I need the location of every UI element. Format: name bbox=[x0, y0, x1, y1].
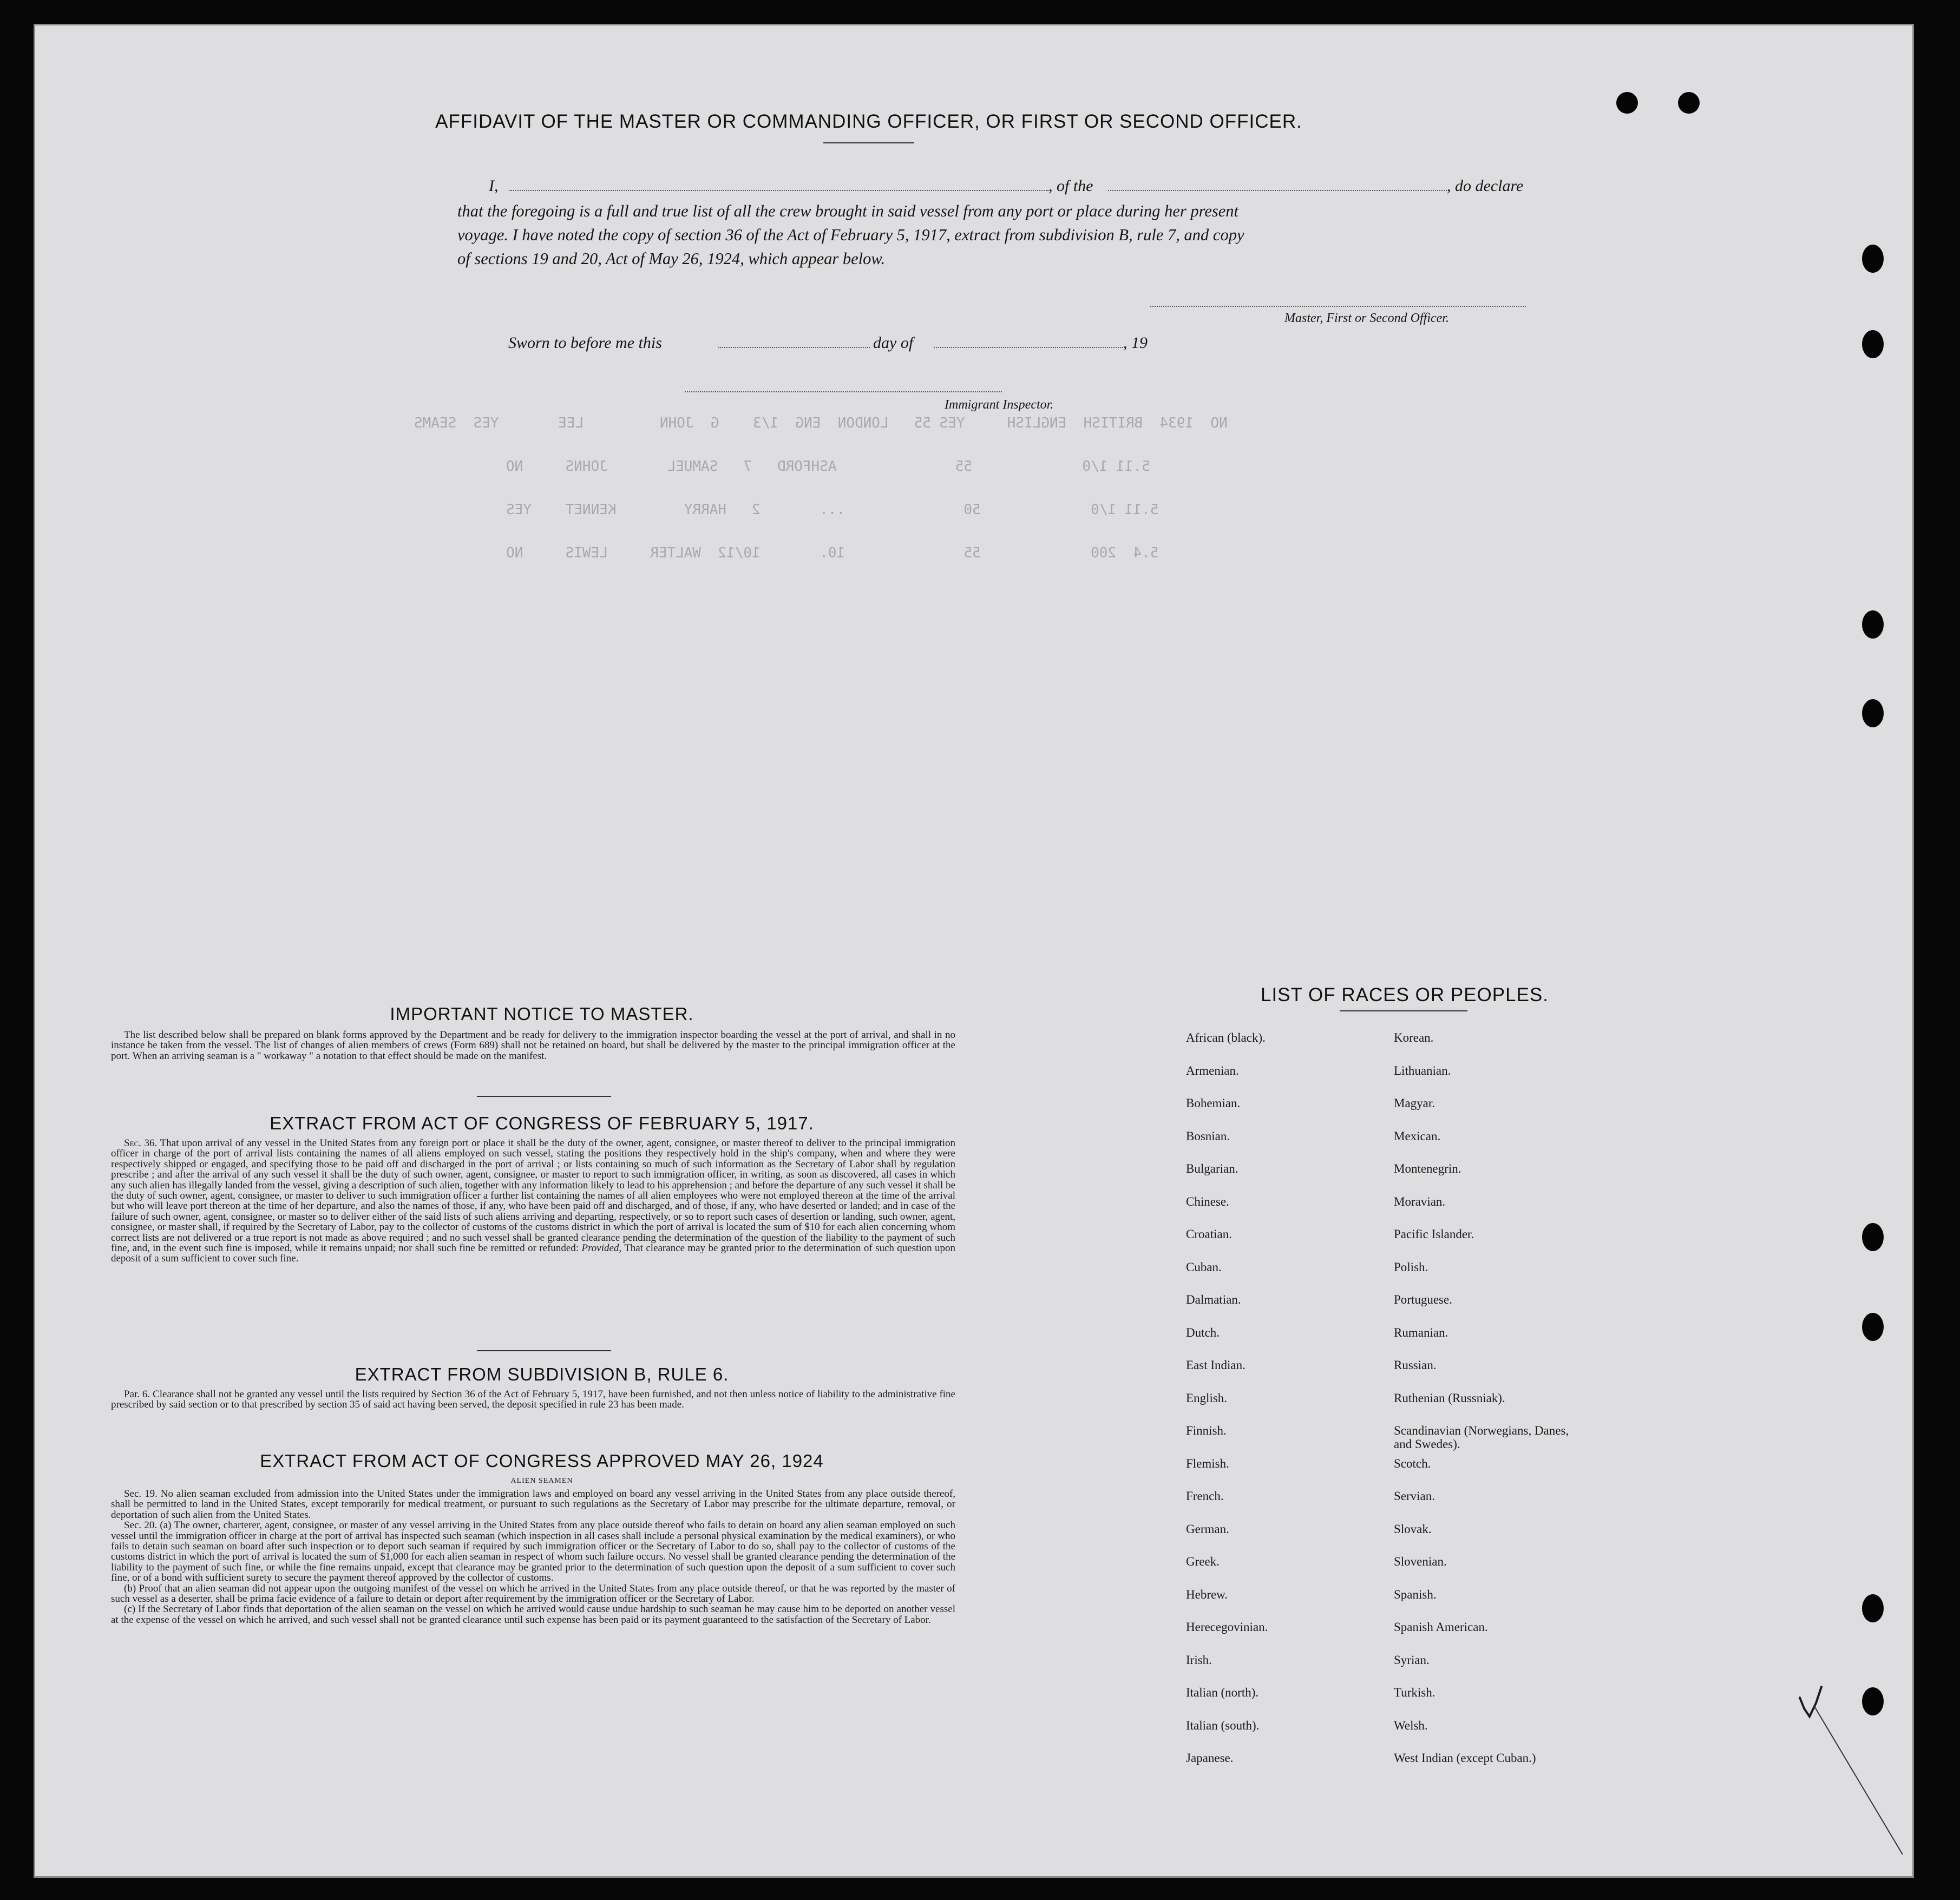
race-item: Korean. bbox=[1394, 1031, 1434, 1044]
race-item: Italian (north). bbox=[1186, 1686, 1259, 1699]
race-item: East Indian. bbox=[1186, 1358, 1246, 1372]
title-rule bbox=[823, 142, 914, 143]
punch-hole bbox=[1616, 92, 1638, 114]
race-item: Croatian. bbox=[1186, 1227, 1232, 1241]
race-item: Italian (south). bbox=[1186, 1718, 1260, 1732]
race-item: Finnish. bbox=[1186, 1424, 1227, 1437]
race-item: Herecegovinian. bbox=[1186, 1620, 1268, 1634]
master-signature-line[interactable] bbox=[1150, 306, 1526, 307]
punch-hole bbox=[1862, 245, 1884, 273]
race-item: Russian. bbox=[1394, 1358, 1437, 1372]
race-item: Cuban. bbox=[1186, 1260, 1222, 1274]
race-item: African (black). bbox=[1186, 1031, 1266, 1044]
race-item: Polish. bbox=[1394, 1260, 1428, 1274]
declaration-i-label: I, bbox=[489, 177, 499, 195]
punch-hole bbox=[1862, 1223, 1884, 1251]
affidavit-title: AFFIDAVIT OF THE MASTER OR COMMANDING OFFICER, OR FIRST OR SECOND OFFICER. bbox=[435, 111, 1302, 132]
race-item: Scotch. bbox=[1394, 1456, 1431, 1470]
bleed-through-row-2: 5.11 1/0 55 ASHFORD 7 SAMUEL JOHNS NO bbox=[506, 458, 1150, 475]
inspector-signature-label: Immigrant Inspector. bbox=[945, 398, 1054, 412]
notice-title: IMPORTANT NOTICE TO MASTER. bbox=[390, 1004, 694, 1024]
extract-1924-text bbox=[111, 1489, 955, 1625]
section-19-paragraph: Sec. 19. No alien seaman excluded from admission into the United States under the immigration laws and employed on board any vessel arriving in the United States from any place outside thereof, shall be permitted to land in the United States, except temporarily for medical treatment, or pursuant to such regulations as the Secretary of Labor may prescribe for the ultimate departure, removal, or deportation of such alien from the United States. bbox=[111, 1488, 955, 1521]
race-item: Spanish American. bbox=[1394, 1620, 1488, 1634]
declaration-do-declare: , do declare bbox=[1447, 177, 1524, 195]
race-item: Slovenian. bbox=[1394, 1555, 1447, 1568]
race-item: Moravian. bbox=[1394, 1194, 1446, 1208]
section-36-tail: That clearance may be granted prior to the determination of such question upon deposit of a sum sufficient to cover such fine. bbox=[111, 1242, 955, 1265]
race-item: Magyar. bbox=[1394, 1096, 1435, 1110]
race-item: German. bbox=[1186, 1522, 1229, 1536]
races-title-rule bbox=[1340, 1010, 1467, 1011]
race-item: Bohemian. bbox=[1186, 1096, 1241, 1110]
race-item: Servian. bbox=[1394, 1489, 1435, 1503]
bleed-through-row-3: 5.11 1/0 50 ... 2 HARRY KENNET YES bbox=[506, 502, 1159, 518]
declaration-line-3: voyage. I have noted the copy of section 36 of the Act of February 5, 1917, extract from subdivision B, rule 7, and copy bbox=[457, 226, 1244, 244]
race-item: Flemish. bbox=[1186, 1456, 1229, 1470]
declaration-line-2: that the foregoing is a full and true list of all the crew brought in said vessel from any port or place during her present bbox=[457, 202, 1239, 220]
race-item: Armenian. bbox=[1186, 1063, 1239, 1077]
section-divider-2 bbox=[477, 1350, 611, 1351]
sworn-label: Sworn to before me this bbox=[508, 334, 662, 352]
alien-seamen-subtitle: ALIEN SEAMEN bbox=[510, 1477, 573, 1485]
race-item: Montenegrin. bbox=[1394, 1162, 1461, 1175]
race-item: Hebrew. bbox=[1186, 1587, 1228, 1601]
notice-text bbox=[111, 1030, 955, 1061]
officer-name-field[interactable] bbox=[509, 190, 1048, 191]
section-divider-1 bbox=[477, 1096, 611, 1097]
race-item: Irish. bbox=[1186, 1653, 1212, 1667]
extract-1917-text bbox=[111, 1138, 955, 1264]
extract-1924-title: EXTRACT FROM ACT OF CONGRESS APPROVED MAY 26, 1924 bbox=[260, 1451, 824, 1471]
year-label: , 19 bbox=[1123, 334, 1148, 352]
race-item: Welsh. bbox=[1394, 1718, 1428, 1732]
race-item: Ruthenian (Russniak). bbox=[1394, 1391, 1505, 1405]
provided-label: Provided, bbox=[581, 1242, 622, 1254]
extract-1917-title: EXTRACT FROM ACT OF CONGRESS OF FEBRUARY 5, 1917. bbox=[270, 1113, 814, 1133]
subdivision-text bbox=[111, 1389, 955, 1410]
section-20a-paragraph: Sec. 20. (a) The owner, charterer, agent, consignee, or master of any vessel arriving in the United States from any place outside thereof who fails to detain on board any alien seaman employed on such vessel until the immigration officer in charge at the port of arrival has inspected such seaman (which inspection in all cases shall include a personal physical examination by the medical examiners), or who fails to detain such seaman on board after such inspection or to deport such seaman if required by such immigration officer or the Secretary of Labor to do so, shall pay to the collector of customs of the customs district in which the port of arrival is located the sum of $1,000 for each alien seaman in respect of whom such failure occurs. No vessel shall be granted clearance pending the determination of the liability to the payment of such fine, or while the fine remains unpaid, except that clearance may be granted prior to the determination of such question upon the deposit of a sum sufficient to cover such fine, or of a bond with sufficient surety to secure the payment thereof approved by the collector of customs. bbox=[111, 1520, 955, 1584]
race-item: Lithuanian. bbox=[1394, 1063, 1451, 1077]
races-title: LIST OF RACES OR PEOPLES. bbox=[1260, 984, 1549, 1005]
race-item: English. bbox=[1186, 1391, 1228, 1405]
punch-hole bbox=[1862, 1594, 1884, 1622]
sworn-day-field[interactable] bbox=[718, 347, 870, 348]
punch-hole bbox=[1862, 699, 1884, 727]
notice-paragraph: The list described below shall be prepared on blank forms approved by the Department and be ready for delivery to the immigration inspector boarding the vessel at the port of arrival, and shall in no instance be taken from the vessel. The list of changes of alien members of crews (Form 689) shall not be retained on board, but shall be delivered by the master to the principal immigration officer at the port. When an arriving seaman is a " workaway " a notation to that effect should be made on the manifest. bbox=[111, 1029, 955, 1062]
race-item: Japanese. bbox=[1186, 1751, 1234, 1765]
subdivision-title: EXTRACT FROM SUBDIVISION B, RULE 6. bbox=[355, 1364, 729, 1384]
race-item: Portuguese. bbox=[1394, 1293, 1452, 1306]
race-item: Pacific Islander. bbox=[1394, 1227, 1474, 1241]
race-item: Greek. bbox=[1186, 1555, 1220, 1568]
race-item: Scandinavian (Norwegians, Danes, and Swedes). bbox=[1394, 1424, 1569, 1451]
subdivision-paragraph: Par. 6. Clearance shall not be granted any vessel until the lists required by Section 36 of the Act of February 5, 1917, have been furnished, and not then unless notice of liability to the administrative fine prescribed by said section or to that prescribed by section 35 of said act having been served, the deposit specified in rule 23 has been made. bbox=[111, 1389, 955, 1411]
punch-hole bbox=[1862, 330, 1884, 358]
race-item: Slovak. bbox=[1394, 1522, 1432, 1536]
bleed-through-row-4: 5.4 200 55 10. 10/12 WALTER LEWIS NO bbox=[506, 545, 1159, 561]
punch-hole bbox=[1862, 1687, 1884, 1715]
race-item: Syrian. bbox=[1394, 1653, 1430, 1667]
master-signature-label: Master, First or Second Officer. bbox=[1284, 311, 1449, 325]
declaration-line-4: of sections 19 and 20, Act of May 26, 1924, which appear below. bbox=[457, 249, 886, 268]
race-item: Bosnian. bbox=[1186, 1129, 1230, 1143]
punch-hole bbox=[1862, 1313, 1884, 1341]
race-item: Turkish. bbox=[1394, 1686, 1435, 1699]
race-item: Dutch. bbox=[1186, 1325, 1220, 1339]
race-item: West Indian (except Cuban.) bbox=[1394, 1751, 1536, 1765]
bleed-through-row-1: NO 1934 BRITISH ENGLISH YES 55 LONDON ENG 1/3 G JOHN LEE YES SEAMS bbox=[414, 415, 1228, 431]
punch-hole bbox=[1862, 610, 1884, 639]
race-item: Bulgarian. bbox=[1186, 1162, 1238, 1175]
section-20c-paragraph: (c) If the Secretary of Labor finds that deportation of the alien seaman on the vessel on which he arrived would cause undue hardship to such seaman he may cause him to be deported on another vessel at the expense of the vessel on which he arrived, and such vessel shall not be granted clearance until such expense has been paid or its payment guaranteed to the satisfaction of the Secretary of Labor. bbox=[111, 1603, 955, 1626]
race-item: Chinese. bbox=[1186, 1194, 1229, 1208]
race-item: Spanish. bbox=[1394, 1587, 1437, 1601]
race-item: Rumanian. bbox=[1394, 1325, 1448, 1339]
inspector-signature-line[interactable] bbox=[685, 391, 1002, 392]
day-of-label: day of bbox=[873, 334, 914, 352]
section-36-label: Sec. 36. bbox=[124, 1138, 158, 1149]
race-item: French. bbox=[1186, 1489, 1224, 1503]
vessel-name-field[interactable] bbox=[1108, 190, 1447, 191]
race-item: Dalmatian. bbox=[1186, 1293, 1241, 1306]
punch-hole bbox=[1678, 92, 1700, 114]
section-36-body: That upon arrival of any vessel in the United States from any foreign port or place it shall be the duty of the owner, agent, consignee, or master thereof to deliver to the principal immigration officer in charge of the port of arrival lists containing the names of all aliens employed on such vessel, stating the positions they respectively hold in the ship's company, when and where they were respectively shipped or engaged, and specifying those to be paid off and discharged in the port of arrival ; or lists containing so much of such information as the Secretary of Labor shall by regulation prescribe ; and after the arrival of any such vessel it shall be the duty of such owner, agent, consignee, or master to report to such immigration officer, in writing, as soon as discovered, all cases in which any such alien has illegally landed from the vessel, giving a description of such alien, together with any information likely to lead to his apprehension ; and before the departure of any such vessel it shall be the duty of such owner, agent, consignee, or master to deliver to such immigration officer a further list containing the names of all alien employees who were not employed thereon at the time of the arrival but who will leave port thereon at the time of her departure, and also the names of those, if any, who have been paid off and discharged, and of those, if any, who have deserted or landed; and in case of the failure of such owner, agent, consignee, or master so to deliver either of the said lists of such aliens arriving and departing, respectively, or so to report such cases of desertion or landing, such owner, agent, consignee, or master shall, if required by the Secretary of Labor, pay to the collector of customs of the customs district in which the port of arrival is located the sum of $10 for each alien concerning whom correct lists are not delivered or a true report is not made as above required ; and no such vessel shall be granted clearance pending the determination of the question of the liability to the payment of such fine, and, in the event such fine is imposed, while it remains unpaid; nor shall such fine be remitted or refunded: bbox=[111, 1138, 955, 1254]
declaration-of-the: , of the bbox=[1048, 177, 1093, 195]
sworn-month-field[interactable] bbox=[934, 347, 1123, 348]
document-sheet bbox=[34, 24, 1914, 1878]
race-item: Mexican. bbox=[1394, 1129, 1441, 1143]
section-20b-paragraph: (b) Proof that an alien seaman did not appear upon the outgoing manifest of the vessel on which he arrived in the United States from any place outside thereof, or that he was reported by the master of such vessel as a deserter, shall be prima facie evidence of a failure to detain or deport after requirement by the immigration officer or the Secretary of Labor. bbox=[111, 1582, 955, 1605]
